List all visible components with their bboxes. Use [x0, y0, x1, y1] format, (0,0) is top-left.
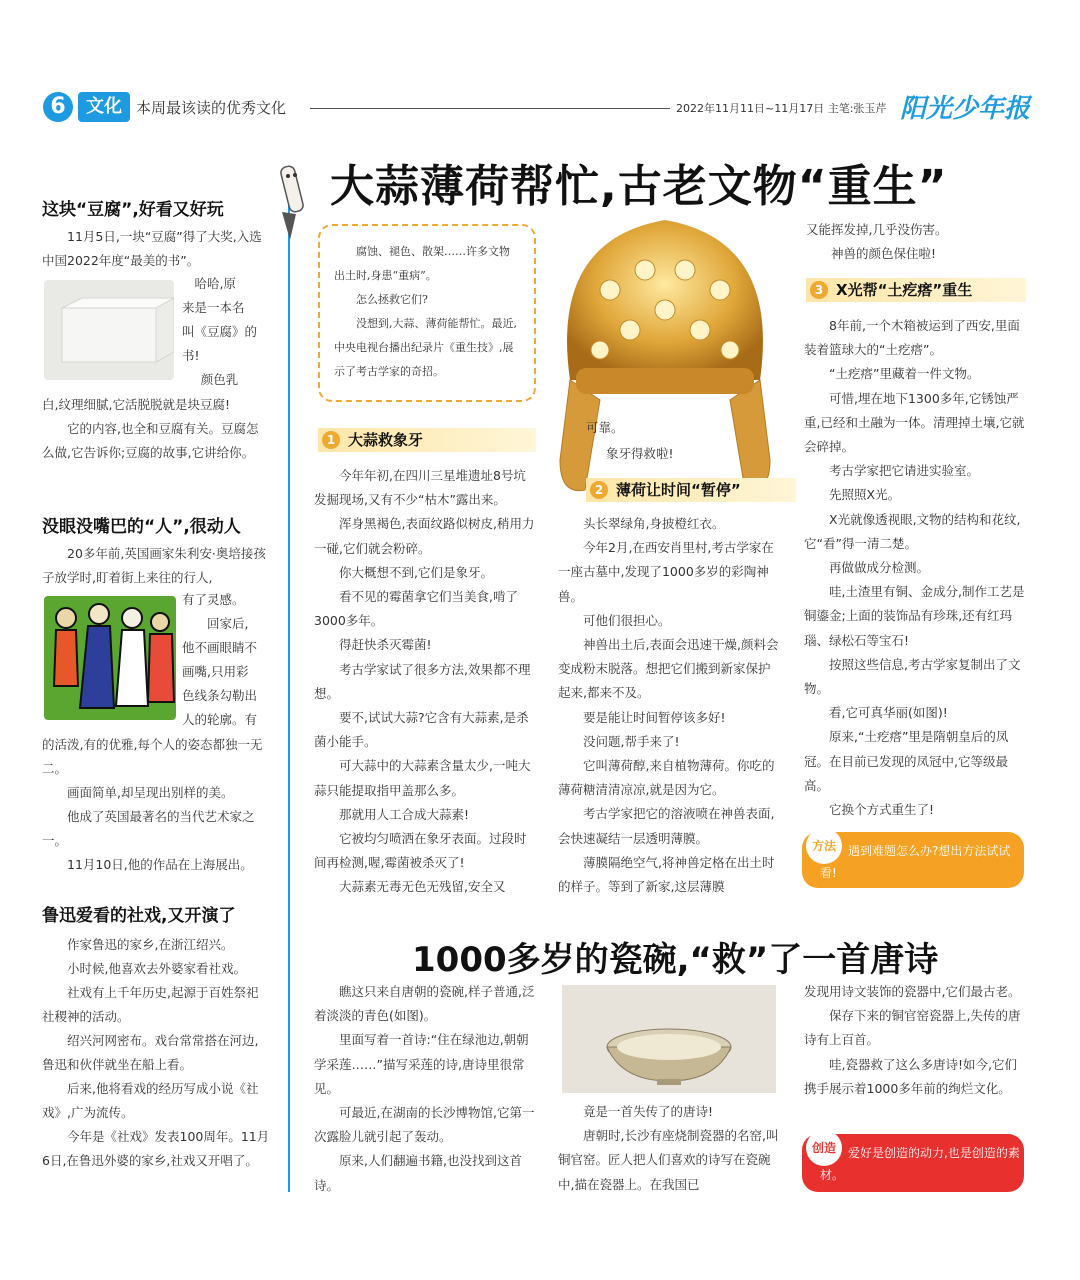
paragraph: 唐朝时,长沙有座烧制瓷器的名窑,叫铜官窑。匠人把人们喜欢的诗写在瓷碗中,描在瓷器上。在我国已: [558, 1128, 779, 1192]
paragraph: 要是能让时间暂停该多好!: [583, 709, 726, 725]
section-2-body: [558, 512, 782, 899]
article-shexi: 鲁迅爱看的社戏,又开演了 作家鲁迅的家乡,在浙江绍兴。 小时候,他喜欢去外婆家看社戏。 社戏有上千年历史,起源于百姓祭祀社稷神的活动。 绍兴河网密布。戏台常常搭在河边,鲁迅和伙伴就坐在船上看。 后来,他将看戏的经历写成小说《社戏》,广为流传。 今年是《社戏》发表100周年。11月6日,在鲁迅外婆的家乡,社戏又开唱了。: [42, 903, 270, 1173]
section-number: 1: [322, 431, 340, 449]
paragraph: 可他们很担心。: [583, 612, 671, 628]
method-tip-box: [802, 832, 1024, 888]
paragraph: “土疙瘩”里藏着一件文物。: [829, 366, 980, 382]
article-title: 鲁迅爱看的社戏,又开演了: [42, 906, 236, 926]
section-2-tail: 又能挥发掉,几乎没伤害。 神兽的颜色保住啦!: [806, 222, 948, 262]
method-tip-text: 遇到难题怎么办?想出方法试试看!: [820, 844, 1011, 880]
paragraph: 它被均匀喷洒在象牙表面。过段时间再检测,喔,霉菌被杀灭了!: [314, 831, 527, 871]
create-tag: 创造: [806, 1130, 842, 1166]
paragraph: 11月5日,一块“豆腐”得了大奖,入选中国2022年度“最美的书”。: [42, 229, 262, 268]
paragraph: 薄膜隔绝空气,将神兽定格在出土时的样子。等到了新家,这层薄膜: [558, 854, 775, 895]
create-tip-text: 爱好是创造的动力,也是创造的素材。: [820, 1146, 1020, 1182]
paragraph: 按照这些信息,考古学家复制出了文物。: [804, 656, 1021, 697]
tofu-book-image: [44, 280, 174, 380]
brush-mascot-icon: [272, 162, 310, 242]
section-2-heading: 2 薄荷让时间“暂停”: [586, 478, 796, 502]
article-opie: 没眼没嘴巴的“人”,很动人 20多年前,英国画家朱利安·奥培接孩子放学时,盯着街上来往的行人,: [42, 514, 270, 590]
paragraph: 得赶快杀灭霉菌!: [339, 637, 432, 653]
main-headline: 大蒜薄荷帮忙,古老文物“重生”: [330, 161, 948, 212]
section-label: 文化: [78, 92, 130, 122]
paragraph: 可惜,埋在地下1300多年,它锈蚀严重,已经和土融为一体。清理掉土壤,它就会碎掉。: [804, 390, 1025, 455]
paragraph: 保存下来的铜官窑瓷器上,失传的唐诗有上百首。: [804, 1008, 1021, 1048]
paragraph: 发现用诗文装饰的瓷器中,它们最古老。: [804, 984, 1021, 999]
paragraph: 头长翠绿角,身披橙红衣。: [583, 516, 725, 531]
paragraph: 要不,试试大蒜?它含有大蒜素,是杀菌小能手。: [314, 710, 529, 750]
paragraph: 它叫薄荷醇,来自植物薄荷。你吃的薄荷糖清清凉凉,就是因为它。: [558, 758, 775, 798]
paragraph: 里面写着一首诗:“住在绿池边,朝朝学采莲……”描写采莲的诗,唐诗里很常见。: [314, 1032, 529, 1096]
intro-box: 腐蚀、褪色、散架……许多文物出土时,身患“重病”。 怎么拯救它们? 没想到,大蒜、薄荷能帮忙。最近,中央电视台播出纪录片《重生技》,展示了考古学家的奇招。: [318, 224, 536, 402]
bottom-col-1: [314, 980, 536, 1198]
paragraph: 看不见的霉菌拿它们当美食,啃了3000多年。: [314, 589, 518, 629]
section-number: 3: [810, 281, 828, 299]
paragraph: 再做做成分检测。: [829, 560, 930, 576]
paragraph: 哇,瓷器救了这么多唐诗!如今,它们携手展示着1000多年前的绚烂文化。: [804, 1056, 1017, 1096]
paragraph: 今年年初,在四川三星堆遗址8号坑发掘现场,又有不少“枯木”露出来。: [314, 468, 526, 508]
article-title: 这块“豆腐”,好看又好玩: [42, 200, 224, 220]
paragraph: 没问题,帮手来了!: [583, 733, 680, 749]
paragraph: 它换个方式重生了!: [829, 802, 935, 818]
paragraph: 大蒜素无毒无色无残留,安全又: [339, 879, 506, 895]
paragraph: 8年前,一个木箱被运到了西安,里面装着篮球大的“土疙瘩”。: [804, 318, 1020, 358]
section-1-body: [314, 464, 536, 900]
article-tofu: [42, 197, 270, 273]
opie-tail: 的活泼,有的优雅,每个人的姿态都独一无二。 画面简单,却呈现出别样的美。 他成了英国最著名的当代艺术家之一。 11月10日,他的作品在上海展出。: [42, 737, 263, 872]
paragraph: 可最近,在湖南的长沙博物馆,它第一次露脸儿就引起了轰动。: [314, 1105, 535, 1145]
paragraph: X光就像透视眼,文物的结构和花纹,它“看”得一清二楚。: [804, 511, 1021, 551]
paragraph: 看,它可真华丽(如图)!: [829, 705, 948, 721]
section-3-heading: 3 X光帮“土疙瘩”重生: [806, 278, 1026, 302]
section-3-body: [804, 314, 1026, 822]
article-title: 没眼没嘴巴的“人”,很动人: [42, 517, 241, 537]
date-editor: 2022年11月11日~11月17日 主笔:张玉芹: [676, 102, 887, 115]
paragraph: 竟是一首失传了的唐诗!: [583, 1104, 714, 1119]
paragraph: 可大蒜中的大蒜素含量太少,一吨大蒜只能提取指甲盖那么多。: [314, 758, 531, 798]
page-number-badge: 6: [43, 92, 73, 122]
header-rule: [310, 108, 670, 109]
section-1-heading: 1 大蒜救象牙: [318, 428, 536, 452]
paragraph: 考古学家把它请进实验室。: [829, 463, 980, 479]
section-1-continued: 可靠。 象牙得救啦!: [586, 420, 674, 462]
porcelain-bowl-image: [562, 985, 776, 1093]
bowl-icon: [562, 985, 776, 1093]
paragraph: 浑身黑褐色,表面纹路似树皮,稍用力一碰,它们就会粉碎。: [314, 516, 535, 556]
section-number: 2: [590, 481, 608, 499]
bottom-col-3: [804, 980, 1026, 1101]
paragraph: 今年2月,在西安肖里村,考古学家在一座古墓中,发现了1000多岁的彩陶神兽。: [558, 540, 774, 604]
paragraph: 考古学家把它的溶液喷在神兽表面,会快速凝结一层透明薄膜。: [558, 806, 775, 846]
tofu-tail: 白,纹理细腻,它活脱脱就是块豆腐! 它的内容,也全和豆腐有关。豆腐怎么做,它告诉你;豆腐的故事,它讲给你。: [42, 397, 259, 460]
paragraph: 神兽出土后,表面会迅速干燥,颜料会变成粉末脱落。想把它们搬到新家保护起来,都来不及。: [558, 637, 779, 701]
paragraph: 那就用人工合成大蒜素!: [339, 806, 470, 822]
walking-people-icon: [44, 596, 176, 720]
paragraph: 先照照X光。: [829, 487, 901, 503]
section-slogan: 本周最该读的优秀文化: [136, 99, 287, 117]
create-tip-box: [802, 1134, 1024, 1192]
paragraph: 原来,人们翻遍书籍,也没找到这首诗。: [314, 1153, 522, 1193]
opie-painting-image: [44, 596, 176, 720]
bottom-col-2: [558, 1100, 782, 1197]
method-tag: 方法: [806, 828, 842, 864]
opie-wrap-text: 有了灵感。 回家后, 他不画眼睛不 画嘴,只用彩 色线条勾勒出 人的轮廓。有: [182, 592, 258, 727]
column-divider: [288, 188, 290, 1192]
tofu-wrap-text: 哈哈,原 来是一本名 叫《豆腐》的 书! 颜色乳: [182, 276, 258, 387]
bottom-headline: 1000多岁的瓷碗,“救”了一首唐诗: [412, 940, 939, 980]
paragraph: 哇,土渣里有铜、金成分,制作工艺是铜鎏金;上面的装饰品有珍珠,还有红玛瑙、绿松石等宝石!: [804, 584, 1025, 648]
book-icon: [44, 280, 174, 380]
paragraph: 你大概想不到,它们是象牙。: [339, 564, 493, 580]
paragraph: 原来,“土疙瘩”里是隋朝皇后的凤冠。在目前已发现的凤冠中,它等级最高。: [804, 729, 1009, 793]
paragraph: 瞧这只来自唐朝的瓷碗,样子普通,泛着淡淡的青色(如图)。: [314, 984, 535, 1024]
paragraph: 考古学家试了很多方法,效果都不理想。: [314, 661, 531, 701]
newspaper-logo: 阳光少年报: [900, 94, 1031, 124]
